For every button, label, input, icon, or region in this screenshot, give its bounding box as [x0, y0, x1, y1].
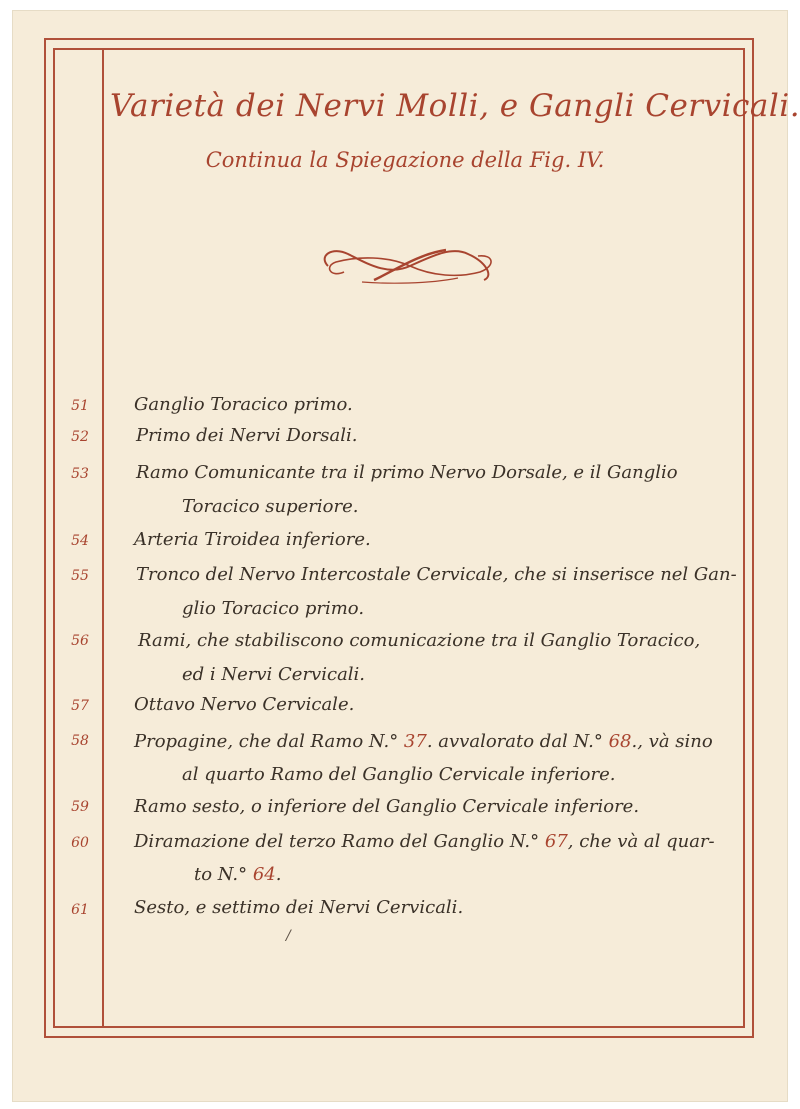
- entry-text: Sesto, e settimo dei Nervi Cervicali.: [134, 897, 464, 918]
- entry-text: Ramo Comunicante tra il primo Nervo Dorsale, e il Ganglio: [136, 462, 678, 483]
- entry-text: Diramazione del terzo Ramo del Ganglio N.° 67, che và al quar-: [134, 831, 715, 852]
- entry-number: 54: [71, 533, 89, 549]
- entry-number: 61: [71, 902, 89, 918]
- entry-number: 53: [71, 466, 89, 482]
- entry-number: 51: [71, 398, 89, 414]
- entry-text: Ganglio Toracico primo.: [134, 394, 353, 415]
- entry-text: Arteria Tiroidea inferiore.: [134, 529, 371, 550]
- entry-text: Propagine, che dal Ramo N.° 37. avvalorato dal N.° 68., và sino: [134, 731, 713, 752]
- entry-number: 55: [71, 568, 89, 584]
- entry-number: 52: [71, 429, 89, 445]
- calligraphic-flourish: [318, 242, 500, 288]
- entry-text-continuation: Toracico superiore.: [182, 496, 359, 517]
- stray-pen-mark: /: [286, 928, 291, 944]
- figure-reference: 37: [403, 731, 427, 752]
- margin-rule: [102, 50, 104, 1027]
- entry-number: 58: [71, 733, 89, 749]
- entry-text: Ottavo Nervo Cervicale.: [134, 694, 355, 715]
- page-title: Varietà dei Nervi Molli, e Gangli Cervicali.: [110, 88, 800, 124]
- entry-text: Primo dei Nervi Dorsali.: [136, 425, 358, 446]
- figure-reference: 64: [252, 864, 276, 885]
- entry-number: 56: [71, 633, 89, 649]
- entry-text: Rami, che stabiliscono comunicazione tra il Ganglio Toracico,: [138, 630, 701, 651]
- entry-text: Ramo sesto, o inferiore del Ganglio Cervicale inferiore.: [134, 796, 640, 817]
- entry-text-continuation: to N.° 64.: [194, 864, 282, 885]
- entry-number: 59: [71, 799, 89, 815]
- entry-text-continuation: ed i Nervi Cervicali.: [182, 664, 366, 685]
- page-subtitle: Continua la Spiegazione della Fig. IV.: [205, 148, 605, 172]
- entry-text-continuation: al quarto Ramo del Ganglio Cervicale inferiore.: [182, 764, 616, 785]
- figure-reference: 68: [608, 731, 632, 752]
- entry-text-continuation: glio Toracico primo.: [182, 598, 365, 619]
- entry-text: Tronco del Nervo Intercostale Cervicale, che si inserisce nel Gan-: [136, 564, 737, 585]
- entry-number: 60: [71, 835, 89, 851]
- entry-number: 57: [71, 698, 89, 714]
- figure-reference: 67: [544, 831, 568, 852]
